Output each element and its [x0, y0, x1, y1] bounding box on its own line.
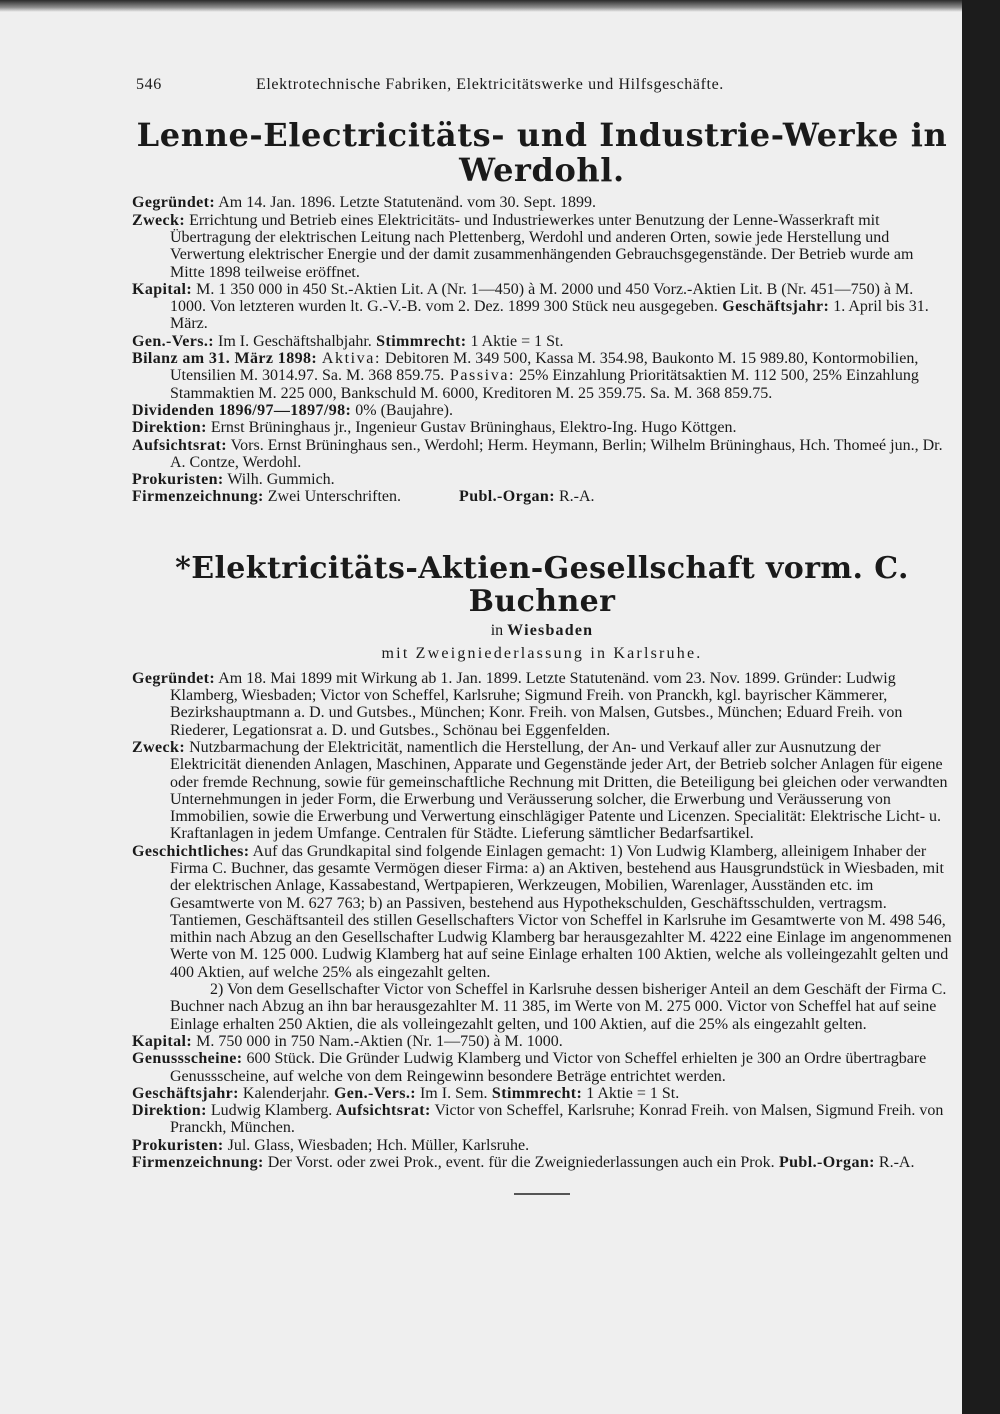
entry-prokuristen	[132, 471, 952, 488]
entry-label: Gen.-Vers.:	[132, 332, 215, 350]
entry-label: Geschichtliches:	[132, 842, 250, 860]
entry-geschichtliches-2	[132, 981, 952, 1033]
entry-text: Am 18. Mai 1899 mit Wirkung ab 1. Jan. 1899. Letzte Statutenänd. vom 23. Nov. 1899. Gründer: Ludwig Klamberg, Wiesbaden; Victor von Scheffel, Karlsruhe; Sigmund Freih. von Pranckh, kgl. bayrischer Kämmerer, Bezirkshauptmann a. D. und Gutsbes., München; Konr. Freih. von Malsen, Gutsbes., München; Eduard Freih. von Riederer, Legationsrat a. D. und Gutsbes., Schönau bei Eggenfelden.	[170, 669, 903, 739]
entry-text: Der Vorst. oder zwei Prok., event. für die Zweigniederlassungen auch ein Prok.	[263, 1154, 775, 1172]
entry-direktion	[132, 1102, 952, 1137]
entry-text: Nutzbarmachung der Elektricität, namentlich die Herstellung, der An- und Verkauf aller zur Ausnutzung der Elektricität dienenden Anlagen, Maschinen, Apparate und Gegenstände jeder Art, der Betrieb solcher Anlagen für eigene oder fremde Rechnung, sowie für gemeinschaftliche Rechnung mit Dritten, die Beteiligung bei gleichen oder verwandten Unternehmungen in jeder Form, die Erwerbung und Veräusserung solcher, die Erwerbung und Veräusserung von Immobilien, sowie die Erwerbung und Verwertung einschlägiger Patente und Licenzen. Specialität: Elektrische Licht- u. Kraftanlagen in jedem Umfange. Centralen für Städte. Lieferung sämtlicher Bedarfsartikel.	[170, 738, 948, 843]
entry-text-2: Victor von Scheffel, Karlsruhe; Konrad Freih. von Malsen, Sigmund Freih. von Pranckh, München.	[170, 1102, 944, 1137]
entry-label-2: Publ.-Organ:	[459, 488, 555, 506]
entry-text-2: Im I. Sem.	[415, 1084, 488, 1102]
entry-passiva-label: Passiva:	[444, 367, 516, 385]
company2-entries	[132, 670, 952, 1172]
company2-title: *Elektricitäts-Aktien-Gesellschaft vorm. C. Buchner	[175, 550, 909, 619]
entry-text-2: 25% Einzahlung Prioritätsaktien M. 112 500, 25% Einzahlung Stammaktien M. 225 000, Bankschuld M. 6000, Kreditoren M. 25 359.75. Sa. M. 368 859.75.	[170, 367, 919, 402]
scan-right-edge	[962, 0, 1000, 1414]
entry-zweck	[132, 212, 952, 281]
entry-text: 0% (Baujahre).	[351, 401, 453, 419]
entry-aktiva-label: Aktiva:	[317, 350, 382, 368]
entry-firmenzeichnung	[132, 1154, 952, 1171]
running-header	[132, 64, 952, 104]
location-city: Wiesbaden	[507, 621, 594, 639]
entry-text: 600 Stück. Die Gründer Ludwig Klamberg und Victor von Scheffel erhielten je 300 an Ordre übertragbare Genussscheine, auf welche von dem Reingewinn besondere Beträge entrichtet werden.	[170, 1050, 927, 1085]
entry-text: Kalenderjahr.	[238, 1084, 330, 1102]
entry-gegruendet	[132, 194, 952, 211]
entry-text-2: R.-A.	[874, 1154, 915, 1172]
entry-bilanz	[132, 350, 952, 402]
entry-label-2: Geschäftsjahr:	[717, 298, 830, 316]
entry-label: Bilanz am 31. März 1898:	[132, 350, 318, 368]
entry-label: Zweck:	[132, 738, 186, 756]
entry-label-2: Stimmrecht:	[371, 332, 467, 350]
entry-kapital	[132, 1033, 952, 1050]
entry-label: Gegründet:	[132, 194, 216, 212]
entry-genussscheine	[132, 1050, 952, 1085]
running-title: Elektrotechnische Fabriken, Elektricitätswerke und Hilfsgeschäfte.	[256, 76, 724, 93]
entry-text-2: 1. April bis 31. März.	[170, 298, 929, 333]
entry-text: Vors. Ernst Brüninghaus sen., Werdohl; Herm. Heymann, Berlin; Wilhelm Brüninghaus, Hch. Thomeé jun., Dr. A. Contze, Werdohl.	[170, 436, 943, 471]
entry-text: M. 1 350 000 in 450 St.-Aktien Lit. A (Nr. 1—450) à M. 2000 und 450 Vorz.-Aktien Lit. B (Nr. 451—750) à M. 1000. Von letzteren wurden lt. G.-V.-B. vom 2. Dez. 1899 300 Stück neu ausgegeben.	[170, 280, 914, 316]
entry-label-2: Aufsichtsrat:	[332, 1102, 431, 1120]
entry-label: Kapital:	[132, 1032, 193, 1050]
entry-text: Ernst Brüninghaus jr., Ingenieur Gustav Brüninghaus, Elektro-Ing. Hugo Köttgen.	[206, 419, 737, 437]
entry-label: Firmenzeichnung:	[132, 1154, 264, 1172]
entry-label: Firmenzeichnung:	[132, 488, 264, 506]
entry-text-2: 1 Aktie = 1 St.	[466, 332, 564, 350]
company1-title: Lenne-Electricitäts- und Industrie-Werke in Werdohl.	[136, 116, 948, 190]
entry-label: Direktion:	[132, 1102, 207, 1120]
entry-dividenden	[132, 402, 952, 419]
entry-label: Geschäftsjahr:	[132, 1084, 239, 1102]
entry-label-2: Gen.-Vers.:	[329, 1084, 416, 1102]
entry-label-3: Stimmrecht:	[487, 1084, 583, 1102]
entry-text: Jul. Glass, Wiesbaden; Hch. Müller, Karlsruhe.	[223, 1136, 530, 1154]
entry-geschaeftsjahr	[132, 1085, 952, 1102]
entry-text: Debitoren M. 349 500, Kassa M. 354.98, Baukonto M. 15 989.80, Kontormobilien, Utensilien M. 3014.97. Sa. M. 368 859.75.	[170, 350, 919, 385]
entry-geschichtliches	[132, 843, 952, 981]
company1-entries	[132, 194, 952, 505]
entry-label-2: Publ.-Organ:	[774, 1154, 875, 1172]
company2-branch: mit Zweigniederlassung in Karlsruhe.	[381, 644, 703, 662]
entry-text: Im I. Geschäftshalbjahr.	[214, 332, 372, 350]
entry-text: Wilh. Gummich.	[223, 471, 335, 489]
entry-label: Kapital:	[132, 280, 193, 298]
entry-firmenzeichnung	[132, 488, 952, 505]
entry-label: Prokuristen:	[132, 1136, 224, 1154]
entry-text-2: R.-A.	[554, 488, 595, 506]
location-prefix: in	[490, 621, 504, 639]
entry-text: Auf das Grundkapital sind folgende Einlagen gemacht: 1) Von Ludwig Klamberg, alleinigem Inhaber der Firma C. Buchner, das gesamte Vermögen dieser Firma: a) an Aktiven, bestehend aus Hausgrundstück in Wiesbaden, mit der elektrischen Anlage, Kassabestand, Wertpapieren, Werkzeugen, Mobilien, Warenlager, Ausständen etc. im Gesamtwerte von M. 627 763; b) an Passiven, bestehend aus Hypothekschulden, Geschäftsschulden, vertragsm. Tantiemen, Geschäftsanteil des stillen Gesellschafters Victor von Scheffel in Karlsruhe im Gesamtwerte von M. 498 546, mithin nach Abzug an den Gesellschafter Ludwig Klamberg bar herausgezahlter M. 4222 eine Einlage im angenommenen Werte von M. 125 000. Ludwig Klamberg hat auf seine Einlage erhalten 100 Aktien, welche als volleingezahlt gelten und 400 Aktien, auf welche 25% als eingezahlt gelten.	[170, 842, 952, 981]
page-number: 546	[136, 76, 162, 93]
entry-label: Genussscheine:	[132, 1050, 243, 1068]
entry-label: Zweck:	[132, 211, 186, 229]
entry-text: 2) Von dem Gesellschafter Victor von Scheffel in Karlsruhe dessen bisheriger Anteil an dem Geschäft der Firma C. Buchner nach Abzug an ihn bar herausgezahlter M. 11 385, im Werte von M. 275 000. Victor von Scheffel hat auf seine Einlage erhalten 250 Aktien, die als volleingezahlt gelten, und 100 Aktien, auf die 25% als eingezahlt gelten.	[170, 981, 947, 1033]
entry-text: Ludwig Klamberg.	[206, 1102, 333, 1120]
entry-kapital	[132, 281, 952, 333]
entry-label: Direktion:	[132, 419, 207, 437]
scan-top-edge	[0, 0, 1000, 12]
entry-text: M. 750 000 in 750 Nam.-Aktien (Nr. 1—750) à M. 1000.	[192, 1032, 563, 1050]
company2-location	[132, 620, 952, 642]
entry-label: Prokuristen:	[132, 471, 224, 489]
entry-label: Gegründet:	[132, 669, 216, 687]
entry-gegruendet	[132, 670, 952, 739]
entry-zweck	[132, 739, 952, 843]
entry-text: Zwei Unterschriften.	[263, 488, 402, 506]
entry-gen-vers	[132, 333, 952, 350]
entry-text: Am 14. Jan. 1896. Letzte Statutenänd. vom 30. Sept. 1899.	[215, 194, 596, 212]
entry-text: Errichtung und Betrieb eines Elektricitäts- und Industriewerkes unter Benutzung der Lenne-Wasserkraft mit Übertragung der elektrischen Leitung nach Plettenberg, Werdohl und anderen Orten, sowie jede Herstellung und Verwertung elektrischer Energie und der damit zusammenhängenden Gebrauchsgegenstände. Der Betrieb wurde am Mitte 1898 teilweise eröffnet.	[170, 211, 914, 281]
entry-direktion	[132, 419, 952, 436]
entry-aufsichtsrat	[132, 437, 952, 472]
entry-label: Aufsichtsrat:	[132, 436, 227, 454]
entry-prokuristen	[132, 1137, 952, 1154]
closing-rule	[514, 1193, 570, 1195]
entry-label: Dividenden 1896/97—1897/98:	[132, 401, 352, 419]
page-content	[132, 64, 952, 1195]
entry-text-3: 1 Aktie = 1 St.	[582, 1084, 680, 1102]
